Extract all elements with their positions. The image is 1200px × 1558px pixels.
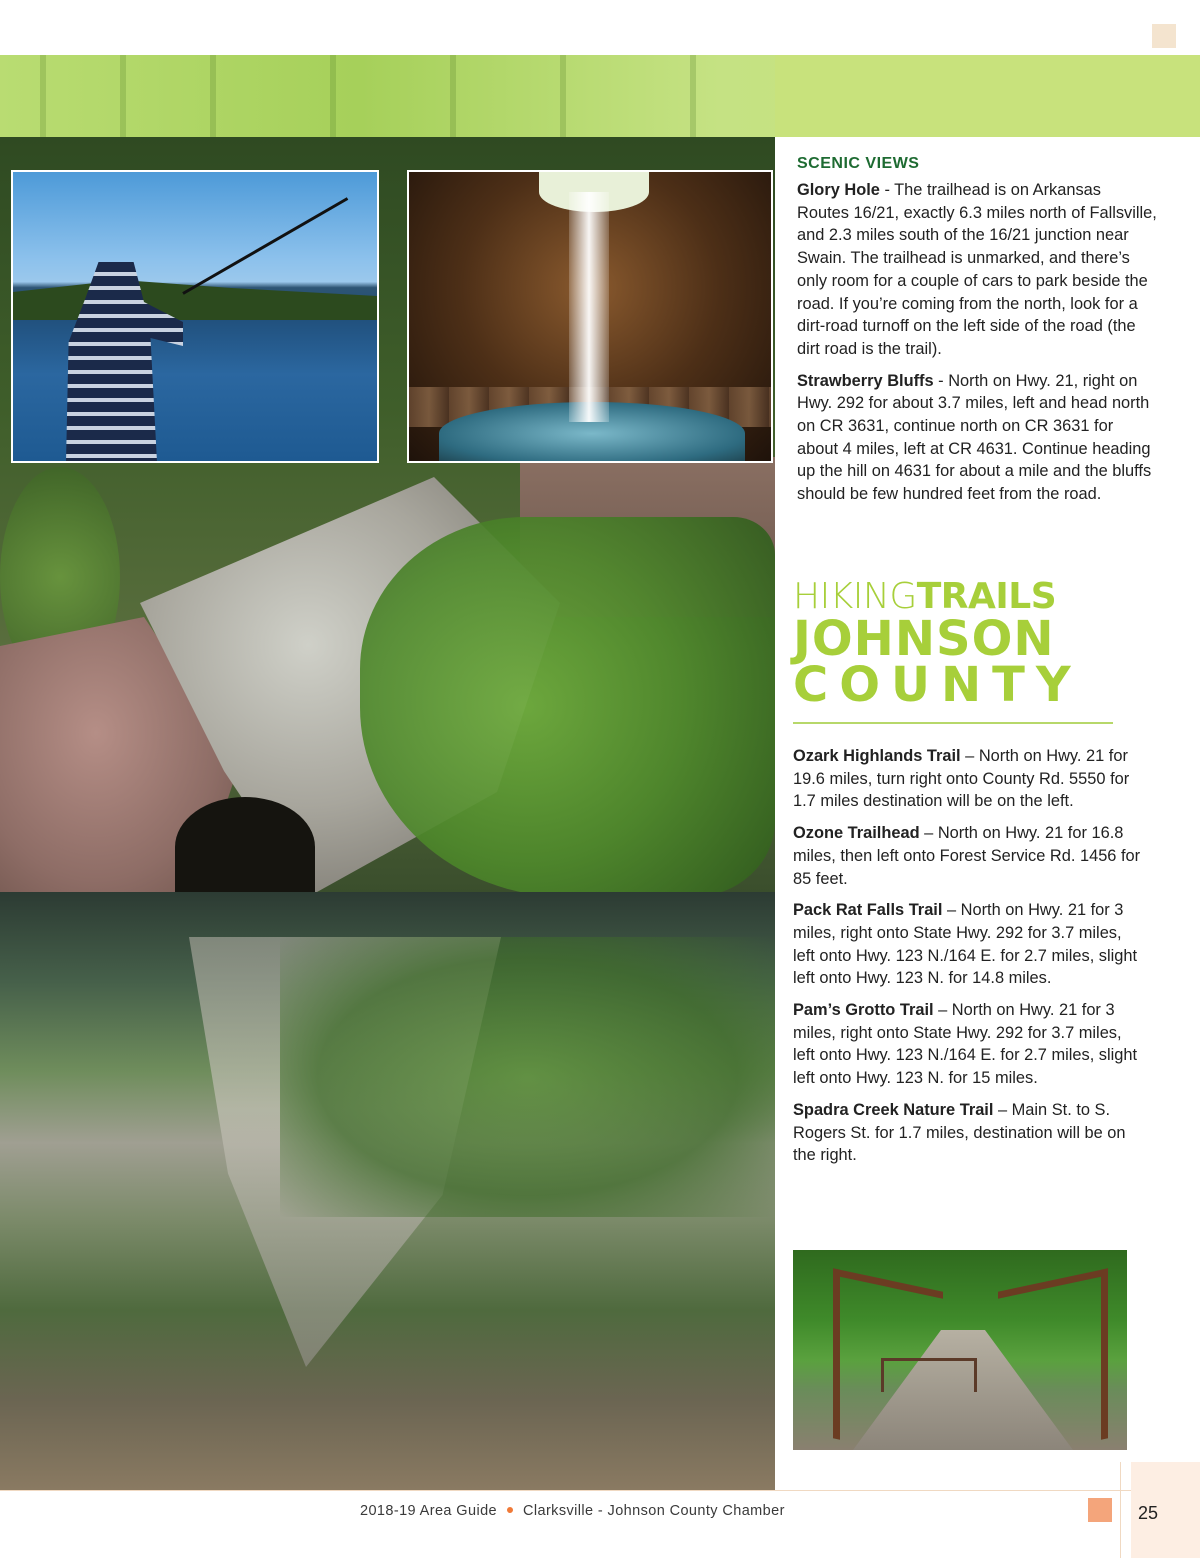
trail-text: – North on Hwy. 21 for 3 miles, right onto State Hwy. 292 for 3.7 miles, left onto Hwy. 123 N./164 E. for 2.7 miles, slight left onto Hwy. 123 N. for 15 miles. <box>793 1001 1138 1088</box>
heading-county: COUNTY <box>793 657 1082 713</box>
photo-foliage <box>360 517 775 897</box>
photo-cave <box>175 797 315 897</box>
scenic-item <box>797 179 1157 361</box>
waterfall-photo <box>407 170 773 463</box>
scenic-item-text: - North on Hwy. 21, right on Hwy. 292 for about 3.7 miles, left and head north on CR 3631, continue north on CR 3631 for about 4 miles, left at CR 4631. Continue heading up the hill on 4631 for about a mile and the bluffs should be few hundred feet from the road. <box>797 371 1152 504</box>
heading-johnson: JOHNSON <box>793 611 1055 667</box>
scenic-item <box>797 370 1157 506</box>
trail-text: – North on Hwy. 21 for 19.6 miles, turn right onto County Rd. 5550 for 1.7 miles destination will be on the left. <box>793 747 1130 811</box>
banner-tree <box>690 55 696 137</box>
heading-hiking: HIKING <box>793 576 917 617</box>
footer-text <box>360 1503 785 1519</box>
scenic-item-name: Strawberry Bluffs <box>797 371 934 390</box>
trails-list <box>793 745 1143 1176</box>
photo-bridge-rail <box>881 1358 977 1392</box>
trail-text: – North on Hwy. 21 for 16.8 miles, then left onto Forest Service Rd. 1456 for 85 feet. <box>793 824 1141 888</box>
banner-tree <box>330 55 336 137</box>
trail-name: Spadra Creek Nature Trail <box>793 1100 994 1119</box>
scenic-views-section <box>797 155 1157 515</box>
heading-trails: TRAILS <box>916 576 1057 617</box>
trail-item <box>793 899 1143 990</box>
footer-guide: 2018-19 Area Guide <box>360 1503 497 1519</box>
photo-reflection-foliage <box>280 937 775 1217</box>
photo-bridge-truss <box>998 1268 1108 1450</box>
trail-item <box>793 822 1143 890</box>
trail-item <box>793 1099 1143 1167</box>
banner-tree <box>450 55 456 137</box>
bullet-icon <box>507 1507 513 1513</box>
trail-item <box>793 999 1143 1090</box>
photo-waterfall-stream <box>569 192 609 422</box>
scenic-item-text: - The trailhead is on Arkansas Routes 16/21, exactly 6.3 miles north of Fallsville, and 2.3 miles south of the 16/21 junction near Swain. The trailhead is unmarked, and there’s only room for a couple of cars to park beside the road. If you’re coming from the north, look for a dirt-road turnoff on the left side of the road (the dirt road is the trail). <box>797 181 1157 358</box>
trail-text: – North on Hwy. 21 for 3 miles, right onto State Hwy. 292 for 3.7 miles, left onto Hwy. 123 N./164 E. for 2.7 miles, slight left onto Hwy. 123 N. for 14.8 miles. <box>793 901 1138 988</box>
fishing-photo <box>11 170 379 463</box>
footer-chamber: Clarksville - Johnson County Chamber <box>523 1503 785 1519</box>
hiking-trails-heading <box>793 576 1123 713</box>
banner-tree <box>210 55 216 137</box>
banner-tree <box>40 55 46 137</box>
banner-tree <box>120 55 126 137</box>
bridge-photo <box>793 1250 1127 1450</box>
top-margin <box>0 0 1200 55</box>
photo-fishing-rod <box>182 197 348 295</box>
footer-divider <box>0 1490 1200 1491</box>
trail-name: Ozone Trailhead <box>793 824 920 843</box>
page-number: 25 <box>1138 1503 1159 1523</box>
corner-decoration <box>1152 24 1176 48</box>
trail-name: Pam’s Grotto Trail <box>793 1001 934 1020</box>
trail-name: Pack Rat Falls Trail <box>793 901 943 920</box>
green-banner-solid <box>775 55 1200 137</box>
trail-item <box>793 745 1143 813</box>
footer-vertical-rule <box>1120 1462 1121 1558</box>
section-label: SCENIC VIEWS <box>797 155 920 172</box>
scenic-item-name: Glory Hole <box>797 181 880 199</box>
trail-name: Ozark Highlands Trail <box>793 747 961 765</box>
banner-tree <box>560 55 566 137</box>
heading-rule <box>793 722 1113 724</box>
trail-text: – Main St. to S. Rogers St. for 1.7 miles, destination will be on the right. <box>793 1100 1126 1165</box>
footer-square-decoration <box>1088 1498 1112 1522</box>
